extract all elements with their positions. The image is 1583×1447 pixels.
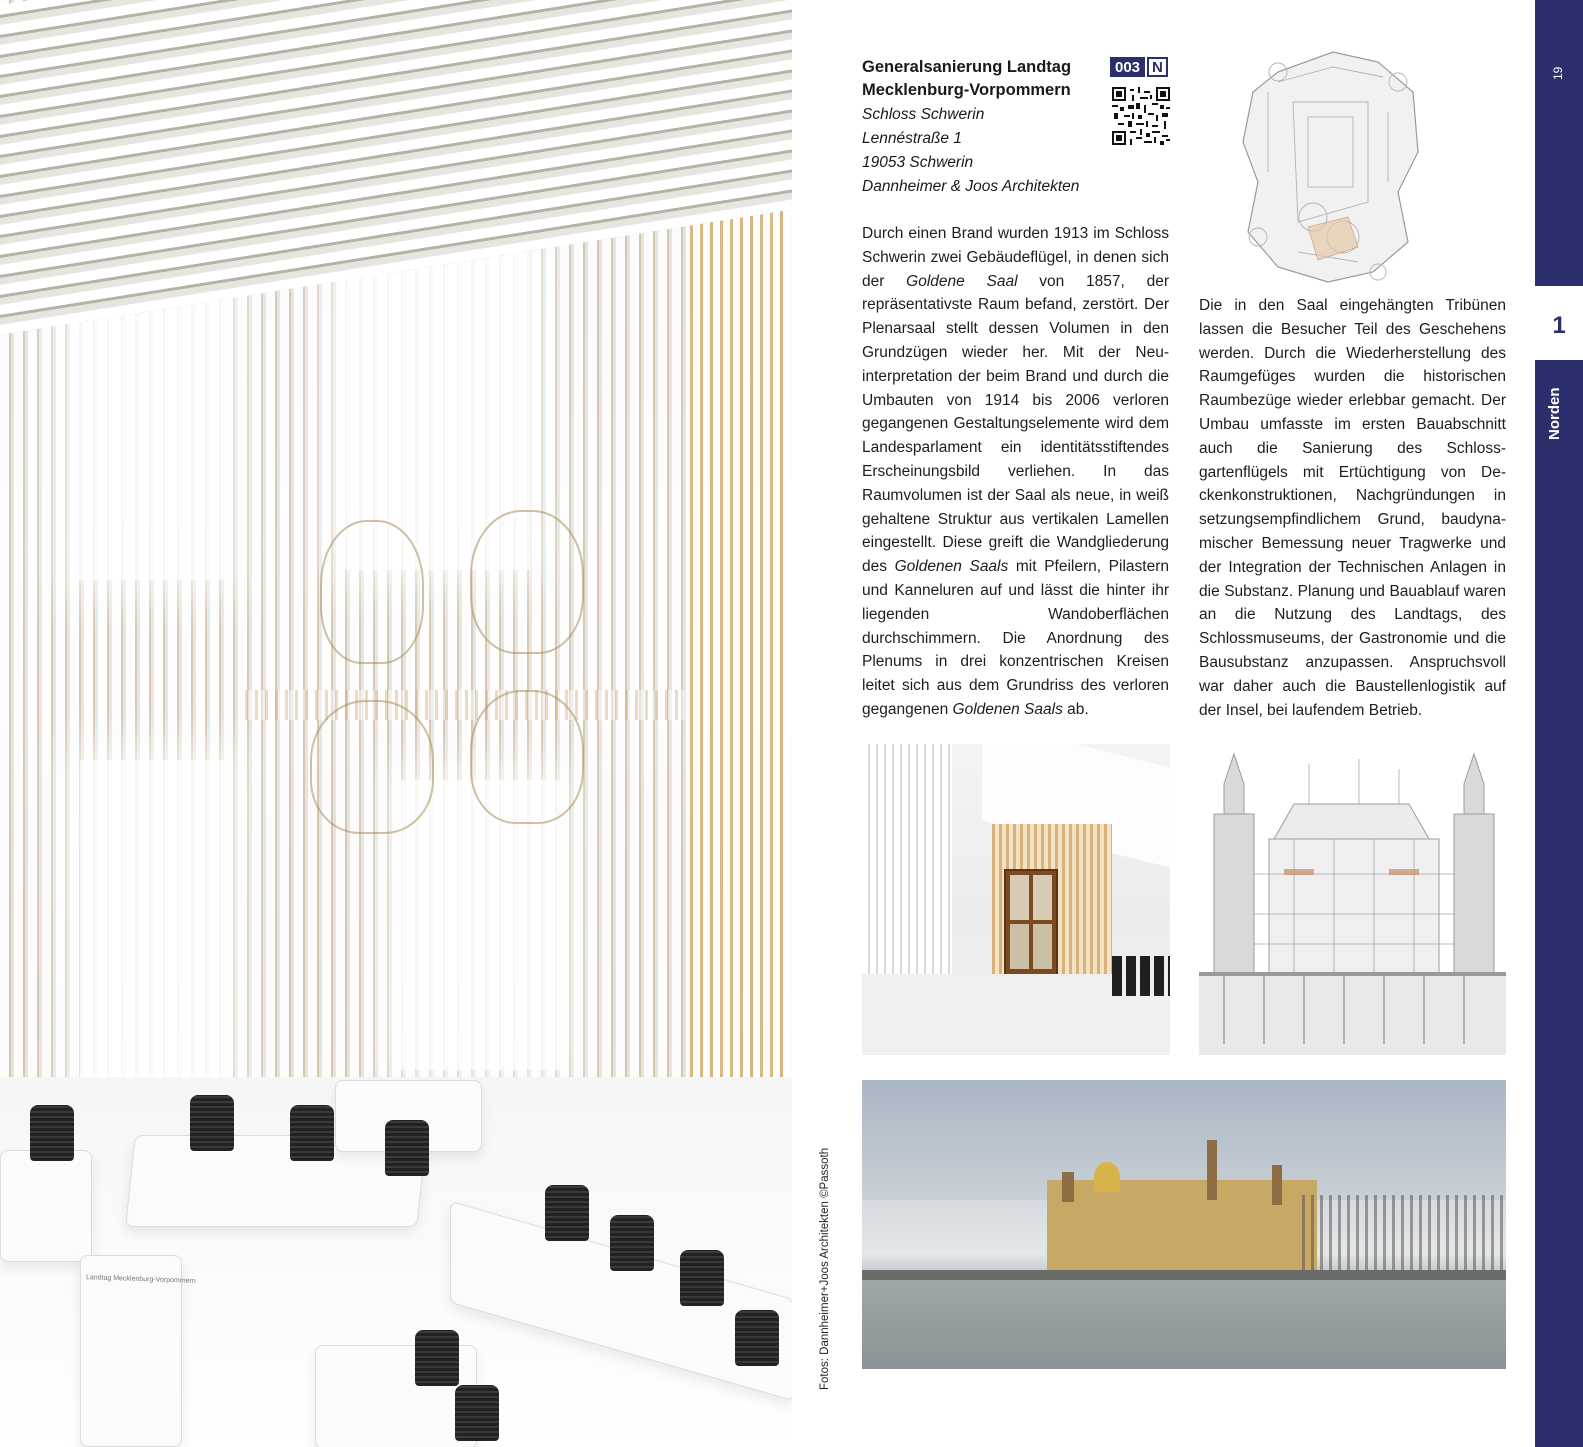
entry-number-badge [1110,57,1168,77]
entry-title-line1: Generalsanierung Landtag [862,58,1072,76]
bare-trees [1302,1195,1506,1275]
street: Lennéstraße 1 [862,130,962,147]
chair [680,1250,724,1306]
shoreline [862,1270,1506,1280]
castle-tower [1062,1172,1074,1202]
italic-term: Goldenen Saals [894,558,1009,576]
castle-spire [1207,1140,1217,1200]
chair [735,1310,779,1366]
text-run: ab. [1062,700,1089,718]
wood-lintel [245,690,685,720]
building-name: Schloss Schwerin [862,106,985,123]
chair [385,1120,429,1176]
chair [455,1385,499,1441]
chapter-number[interactable]: 1 [1552,312,1566,339]
text-run: Durch einen Brand wurden 1913 im Schloss Schwerin zwei Gebäudeflügel, in denen sich der [862,225,1169,290]
wooden-window-frame [690,160,790,1130]
entry-title-line2: Mecklenburg-Vorpommern [862,81,1071,99]
photo-credit-text: Fotos: Dannheimer+Joos Architekten ©Passoth [819,1147,831,1390]
lake-water [862,1280,1506,1369]
chair [290,1105,334,1161]
window-door [1004,869,1058,977]
entry-address [862,103,1079,199]
body-paragraph-1 [862,222,1169,722]
castle-tower-right [1272,1165,1282,1205]
chair [610,1215,654,1271]
lectern-label: Landtag Mecklenburg-Vorpommern [85,1274,196,1285]
page-number [1535,56,1583,84]
entry-number: 003 [1110,57,1145,77]
castle-dome [1094,1162,1120,1192]
region-code: N [1147,57,1168,77]
coat-of-arms-bull [310,700,434,834]
coat-of-arms-crown-2 [470,690,584,824]
region-tab-text: Norden [1546,387,1563,440]
sidebar-top-bar [1535,0,1583,286]
body-column-1 [862,222,1169,722]
coat-of-arms-griffin [470,510,584,654]
chair [545,1185,589,1241]
chair [415,1330,459,1386]
window-light-lower-left [80,760,230,1090]
coat-of-arms-crown [320,520,424,664]
italic-term: Goldene Saal [906,272,1018,290]
text-run: mit Pfeilern, Pilastern und Kanneluren auf und lässt die hinter ihr liegenden Wandoberflächen durchschimmern. Die Anordnung des Plenums in drei konzentrischen Kreisen leitet sich aus dem Grundriss des verloren gegangenen [862,558,1169,718]
chair [30,1105,74,1161]
corridor-photo [862,744,1170,1055]
floor-plan-drawing [1238,32,1428,287]
chair [190,1095,234,1151]
architect: Dannheimer & Joos Architekten [862,178,1080,195]
desk-left [0,1150,92,1262]
photo-credit [819,1130,835,1390]
text-run: von 1857, der repräsentativste Raum befand, zerstört. Der Plenarsaal stellt dessen Volumen in den Grundzügen wieder her. Mit der Neuinterpretation der beim Brand und durch die Umbauten von 1914 bis 2006 verloren gegangenen Gestaltungselemente wird dem Landesparlament ein identitätsstiftendes Erscheinungsbild verliehen. In das Raumvolumen ist der Saal als neue, in weiß gehaltene Struktur aus vertikalen Lamellen eingestellt. Diese greift die Wandgliederung des [862,272,1169,576]
body-paragraph-2: Die in den Saal eingehängten Tribünen lassen die Besucher Teil des Geschehens werden. Durch die Wiederherstellung des Raumgefüges wurden die historischen Raumbezüge wieder erlebbar gemacht. Der Umbau umfasste im ersten Bauabschnitt auch die Sanierung des Schlossgartenflügels mit Ertüchtigung von Deckenkonstruktionen, Nachgründungen in setzungsempfindlichem Grund, baudynamischer Bemessung neuer Tragwerke und der Integration der Technischen Anlagen in die Substanz. Planung und Bauablauf waren an die Nutzung des Landtags, des Schlossmuseums, der Gastronomie und die Bausubstanz anzupassen. Anspruchsvoll war daher auch die Baustellenlogistik auf der Insel, bei laufendem Betrieb. [1199,297,1506,719]
castle-schwerin-photo [862,1080,1506,1369]
qr-code[interactable] [1112,87,1170,145]
italic-term: Goldenen Saals [952,700,1063,718]
sidebar-region-tab[interactable] [1535,360,1583,1447]
body-column-2 [1199,294,1506,722]
city: 19053 Schwerin [862,154,974,171]
section-drawing [1199,744,1506,1055]
entry-title [862,56,1071,102]
page-number-text: 19 [1551,66,1565,80]
corridor-chairs [1112,956,1170,996]
